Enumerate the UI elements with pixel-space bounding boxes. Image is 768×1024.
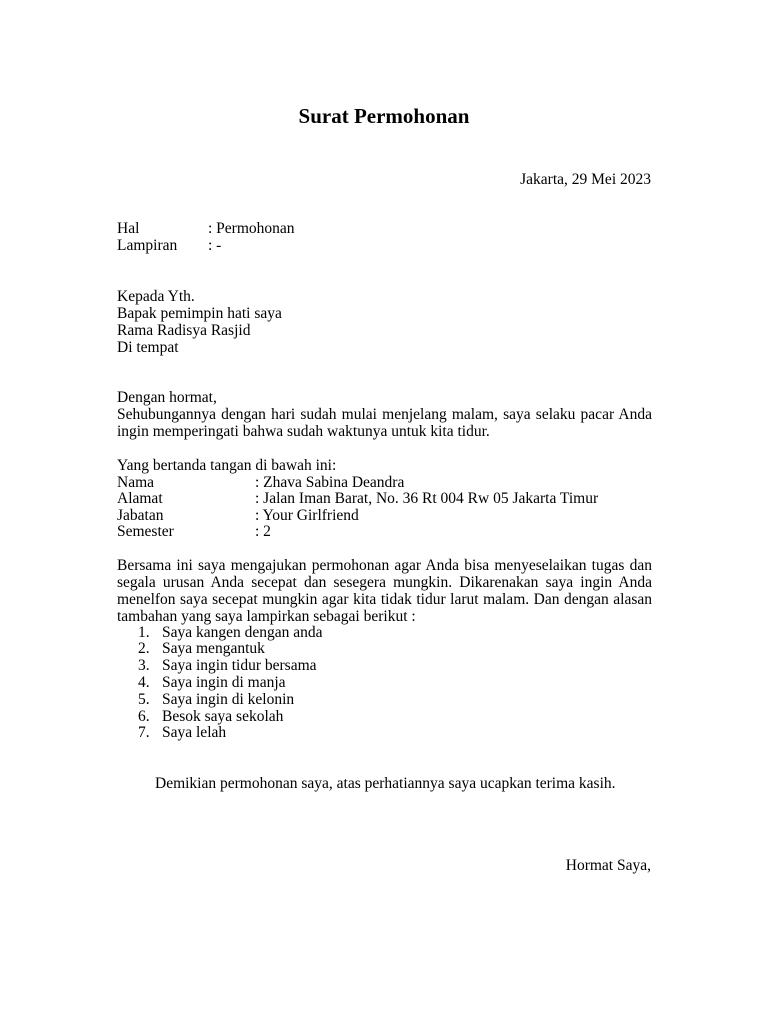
body-line: Bersama ini saya mengajukan permohonan agar Anda bisa menyeselaikan tugas dan xyxy=(117,557,652,574)
intro-line: ingin memperingati bahwa sudah waktunya untuk kita tidur. xyxy=(117,423,490,440)
list-number: 2. xyxy=(138,640,150,657)
list-item: Saya lelah xyxy=(162,724,227,741)
closing-sentence: Demikian permohonan saya, atas perhatiannya saya ucapkan terima kasih. xyxy=(155,775,616,792)
list-number: 1. xyxy=(138,624,150,641)
list-item: Saya ingin tidur bersama xyxy=(162,657,317,674)
letter-date: Jakarta, 29 Mei 2023 xyxy=(520,171,651,188)
list-number: 3. xyxy=(138,657,150,674)
hal-label: Hal xyxy=(117,220,140,237)
hal-value: : Permohonan xyxy=(208,220,295,237)
greeting: Dengan hormat, xyxy=(117,389,217,406)
recipient-line: Rama Radisya Rasjid xyxy=(117,322,251,339)
sign-off: Hormat Saya, xyxy=(565,857,651,874)
list-item: Saya kangen dengan anda xyxy=(162,624,323,641)
jabatan-value: : Your Girlfriend xyxy=(255,507,359,524)
intro-line: Sehubungannya dengan hari sudah mulai menjelang malam, saya selaku pacar Anda xyxy=(117,406,652,423)
body-line: tambahan yang saya lampirkan sebagai berikut : xyxy=(117,608,416,625)
list-item: Saya ingin di manja xyxy=(162,674,286,691)
body-line: segala urusan Anda secepat dan sesegera mungkin. Dikarenakan saya ingin Anda xyxy=(117,574,652,591)
list-item: Saya mengantuk xyxy=(162,640,265,657)
body-paragraph xyxy=(117,557,652,625)
lampiran-label: Lampiran xyxy=(117,237,178,254)
list-number: 4. xyxy=(138,674,150,691)
alamat-value: : Jalan Iman Barat, No. 36 Rt 004 Rw 05 Jakarta Timur xyxy=(255,490,599,507)
recipient-line: Di tempat xyxy=(117,339,179,356)
nama-label: Nama xyxy=(117,474,155,491)
semester-label: Semester xyxy=(117,523,174,540)
list-number: 7. xyxy=(138,724,150,741)
letter-title: Surat Permohonan xyxy=(298,104,470,128)
list-item: Saya ingin di kelonin xyxy=(162,691,295,708)
body-line: menelfon saya secepat mungkin agar kita tidak tidur larut malam. Dan dengan alasan xyxy=(117,591,652,608)
list-number: 5. xyxy=(138,691,150,708)
list-item: Besok saya sekolah xyxy=(162,708,284,725)
alamat-label: Alamat xyxy=(117,490,163,507)
recipient-line: Kepada Yth. xyxy=(117,288,195,305)
intro-paragraph xyxy=(117,406,652,440)
lampiran-value: : - xyxy=(208,237,222,254)
recipient-line: Bapak pemimpin hati saya xyxy=(117,305,282,322)
nama-value: : Zhava Sabina Deandra xyxy=(255,474,405,491)
jabatan-label: Jabatan xyxy=(117,507,164,524)
signer-intro: Yang bertanda tangan di bawah ini: xyxy=(117,457,337,474)
semester-value: : 2 xyxy=(255,523,271,540)
list-number: 6. xyxy=(138,708,150,725)
